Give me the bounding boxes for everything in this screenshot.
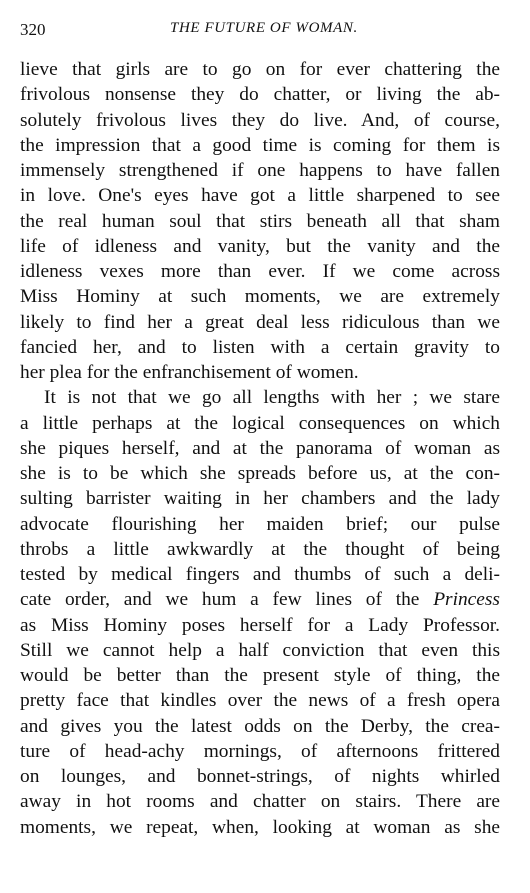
text-line: fancied her, and to listen with a certain gravity to [20, 336, 500, 358]
text-line: as Miss Hominy poses herself for a Lady Professor. [20, 614, 500, 636]
text-line: the real human soul that stirs beneath all that sham [20, 210, 500, 232]
text-line: life of idleness and vanity, but the vanity and the [20, 235, 500, 257]
text-line: idleness vexes more than ever. If we come across [20, 261, 500, 282]
text-line: a little perhaps at the logical consequences on which [20, 412, 500, 434]
text-line: solutely frivolous lives they do live. And, of course, [20, 109, 500, 131]
text-line: would be better than the present style of thing, the [20, 665, 500, 686]
text-line: frivolous nonsense they do chatter, or living the ab- [20, 84, 500, 106]
text-line: Still we cannot help a half conviction that even this [20, 639, 500, 661]
running-head: THE FUTURE OF WOMAN. [170, 20, 358, 36]
text-line: immensely strengthened if one happens to have fallen [20, 160, 500, 181]
text-line: away in hot rooms and chatter on stairs. There are [20, 791, 500, 813]
text-line: likely to find her a great deal less ridiculous than we [20, 311, 500, 333]
text-line: sulting barrister waiting in her chambers and the lady [20, 488, 500, 510]
text-line: lieve that girls are to go on for ever chattering the [20, 59, 500, 80]
italic-title: Princess [433, 589, 500, 611]
page-header [20, 18, 500, 42]
text-line: her plea for the enfranchisement of women. [20, 362, 359, 383]
text-line: cate order, and we hum a few lines of the [20, 589, 420, 611]
text-line: ture of head-achy mornings, of afternoons frittered [20, 740, 500, 762]
text-line: on lounges, and bonnet-strings, of nights whirled [20, 766, 500, 787]
text-line: she piques herself, and at the panorama of woman as [20, 437, 500, 459]
text-line: and gives you the latest odds on the Derby, the crea- [20, 715, 500, 737]
text-line: throbs a little awkwardly at the thought of being [20, 538, 500, 560]
text-line: pretty face that kindles over the news of a fresh opera [20, 690, 500, 712]
text-line: It is not that we go all lengths with her ; we stare [44, 387, 500, 409]
text-line: moments, we repeat, when, looking at woman as she [20, 816, 500, 838]
text-line: in love. One's eyes have got a little sharpened to see [20, 185, 500, 207]
page-number: 320 [20, 20, 46, 39]
text-line: tested by medical fingers and thumbs of such a deli- [20, 564, 500, 585]
text-line: she is to be which she spreads before us, at the con- [20, 463, 500, 484]
text-line: the impression that a good time is coming for them is [20, 134, 500, 156]
text-line-with-italic [20, 587, 500, 612]
body-text [20, 61, 500, 840]
text-line: advocate flourishing her maiden brief; our pulse [20, 513, 500, 535]
text-line: Miss Hominy at such moments, we are extremely [20, 286, 500, 308]
